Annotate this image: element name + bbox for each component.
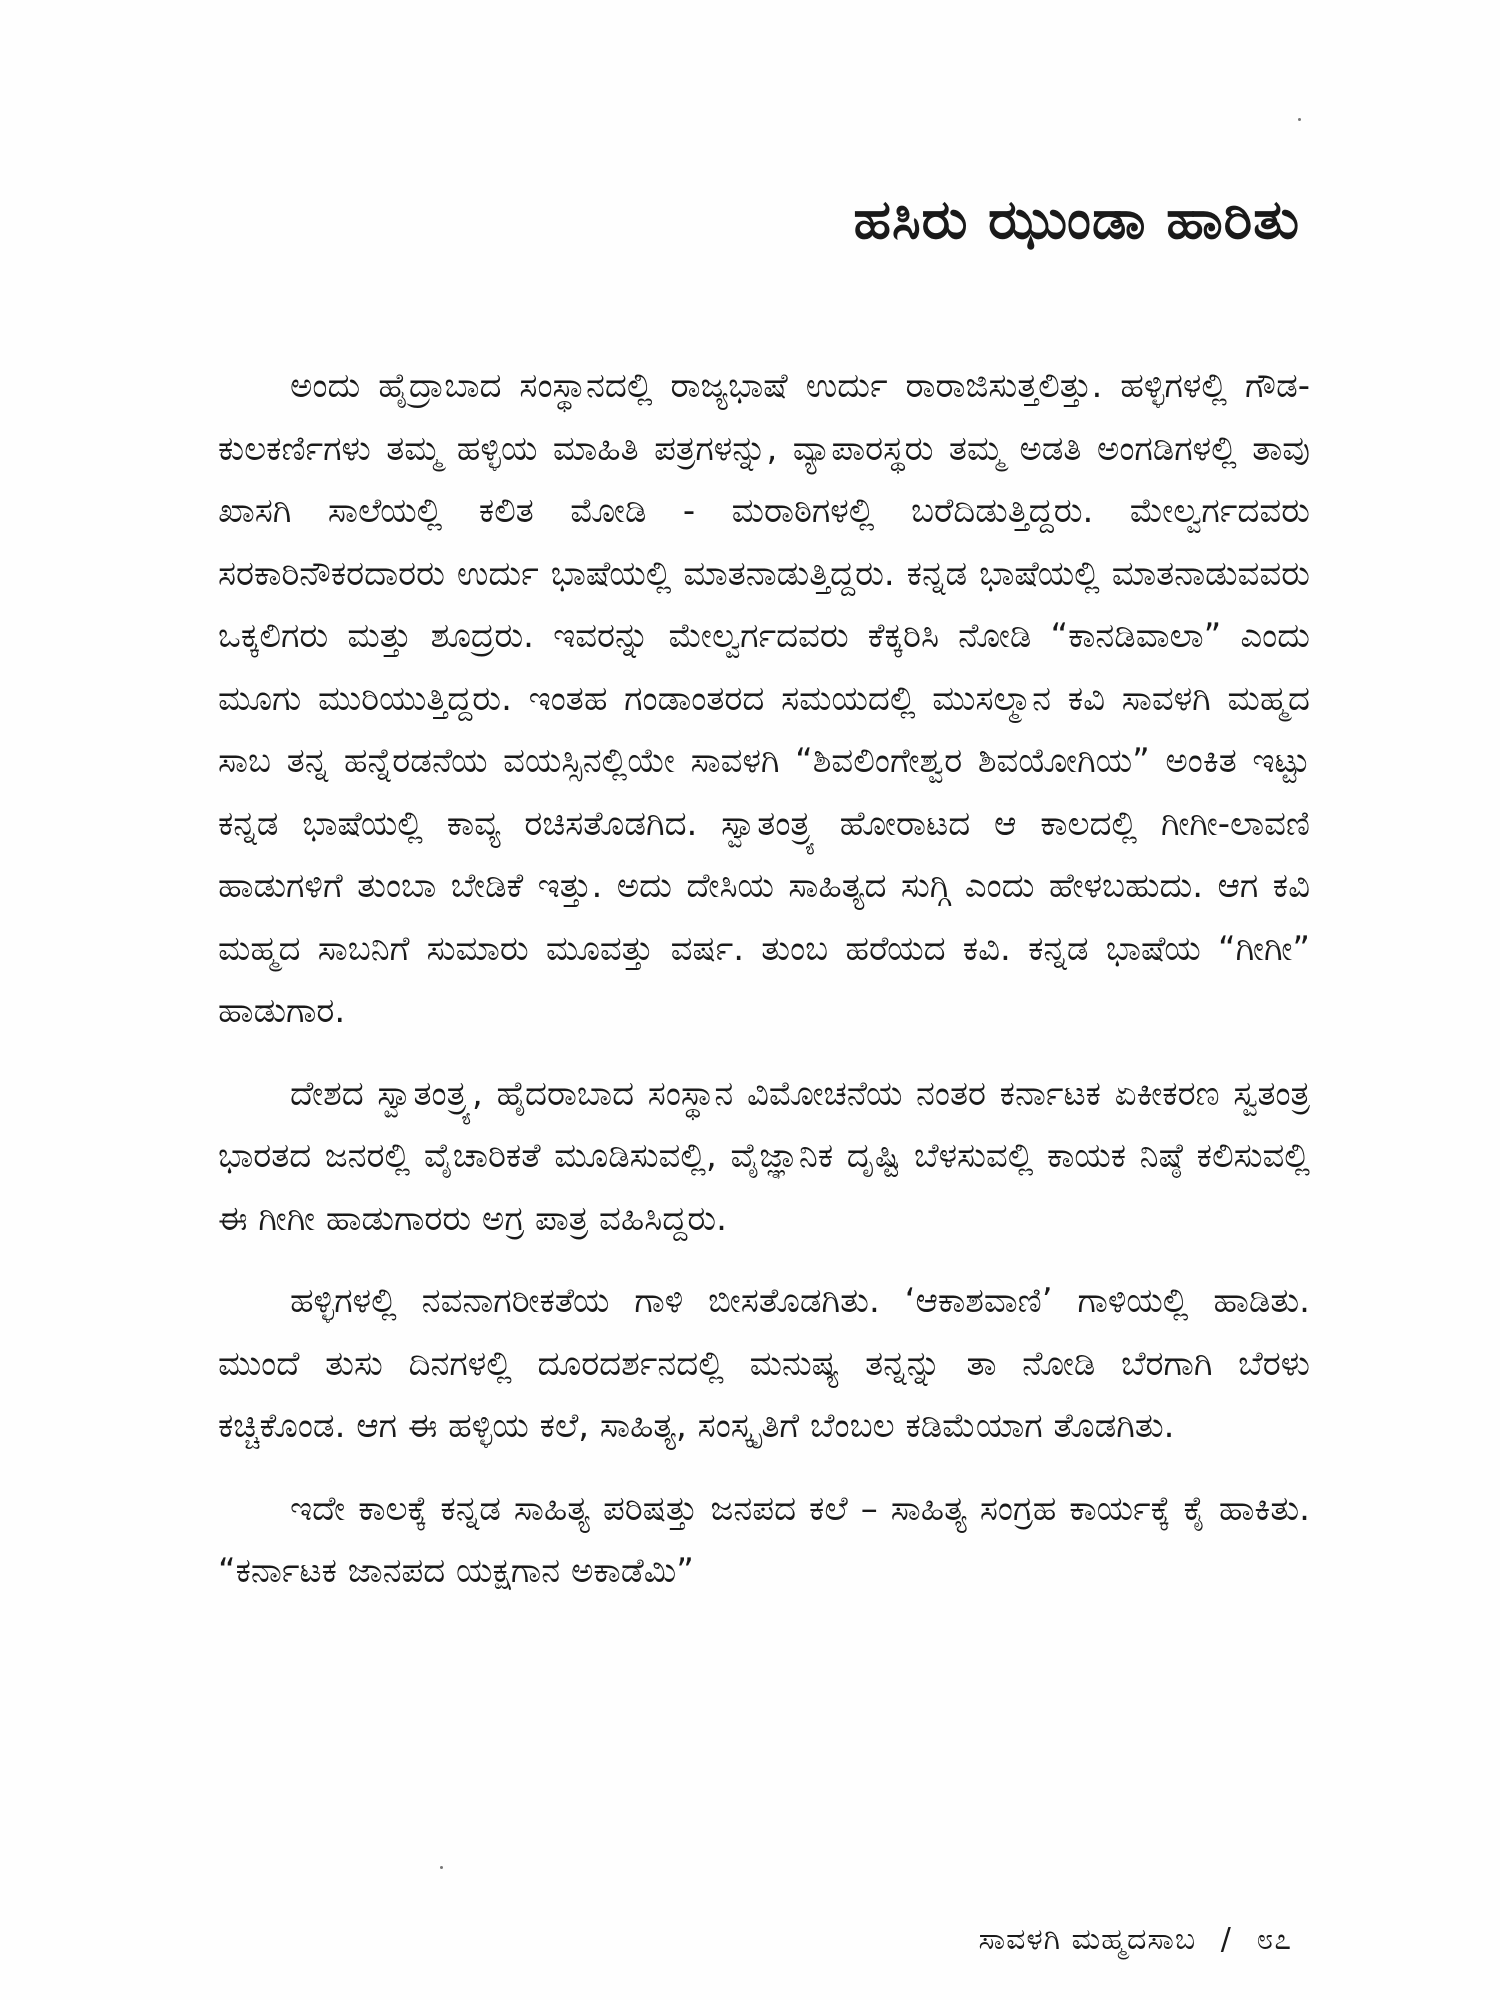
- chapter-title: ಹಸಿರು ಝುಂಡಾ ಹಾರಿತು: [853, 188, 1300, 251]
- paragraph-4: ಇದೇ ಕಾಲಕ್ಕೆ ಕನ್ನಡ ಸಾಹಿತ್ಯ ಪರಿಷತ್ತು ಜನಪದ ಕಲೆ – ಸಾಹಿತ್ಯ ಸಂಗ್ರಹ ಕಾರ್ಯಕ್ಕೆ ಕೈ ಹಾಕಿತು. “ಕರ್ನಾಟಕ ಜಾನಪದ ಯಕ್ಷಗಾನ ಅಕಾಡೆಮಿ”: [218, 1488, 1310, 1591]
- paragraph-1: ಅಂದು ಹೈದ್ರಾಬಾದ ಸಂಸ್ಥಾನದಲ್ಲಿ ರಾಜ್ಯಭಾಷೆ ಉರ್ದು ರಾರಾಜಿಸುತ್ತಲಿತ್ತು. ಹಳ್ಳಿಗಳಲ್ಲಿ ಗೌಡ-ಕುಲಕರ್ಣಿಗಳು ತಮ್ಮ ಹಳ್ಳಿಯ ಮಾಹಿತಿ ಪತ್ರಗಳನ್ನು, ವ್ಯಾಪಾರಸ್ಥರು ತಮ್ಮ ಅಡತಿ ಅಂಗಡಿಗಳಲ್ಲಿ ತಾವು ಖಾಸಗಿ ಸಾಲೆಯಲ್ಲಿ ಕಲಿತ ಮೋಡಿ - ಮರಾಠಿಗಳಲ್ಲಿ ಬರೆದಿಡುತ್ತಿದ್ದರು. ಮೇಲ್ವರ್ಗದವರು ಸರಕಾರಿನೌಕರದಾರರು ಉರ್ದು ಭಾಷೆಯಲ್ಲಿ ಮಾತನಾಡುತ್ತಿದ್ದರು. ಕನ್ನಡ ಭಾಷೆಯಲ್ಲಿ ಮಾತನಾಡುವವರು ಒಕ್ಕಲಿಗರು ಮತ್ತು ಶೂದ್ರರು. ಇವರನ್ನು ಮೇಲ್ವರ್ಗದವರು ಕೆಕ್ಕರಿಸಿ ನೋಡಿ “ಕಾನಡಿವಾಲಾ” ಎಂದು ಮೂಗು ಮುರಿಯುತ್ತಿದ್ದರು. ಇಂತಹ ಗಂಡಾಂತರದ ಸಮಯದಲ್ಲಿ ಮುಸಲ್ಮಾನ ಕವಿ ಸಾವಳಗಿ ಮಹ್ಮದ ಸಾಬ ತನ್ನ ಹನ್ನೆರಡನೆಯ ವಯಸ್ಸಿನಲ್ಲಿಯೇ ಸಾವಳಗಿ “ಶಿವಲಿಂಗೇಶ್ವರ ಶಿವಯೋಗಿಯ” ಅಂಕಿತ ಇಟ್ಟು ಕನ್ನಡ ಭಾಷೆಯಲ್ಲಿ ಕಾವ್ಯ ರಚಿಸತೊಡಗಿದ. ಸ್ವಾತಂತ್ರ್ಯ ಹೋರಾಟದ ಆ ಕಾಲದಲ್ಲಿ ಗೀಗೀ-ಲಾವಣಿ ಹಾಡುಗಳಿಗೆ ತುಂಬಾ ಬೇಡಿಕೆ ಇತ್ತು. ಅದು ದೇಸಿಯ ಸಾಹಿತ್ಯದ ಸುಗ್ಗಿ ಎಂದು ಹೇಳಬಹುದು. ಆಗ ಕವಿ ಮಹ್ಮದ ಸಾಬನಿಗೆ ಸುಮಾರು ಮೂವತ್ತು ವರ್ಷ. ತುಂಬ ಹರೆಯದ ಕವಿ. ಕನ್ನಡ ಭಾಷೆಯ “ಗೀಗೀ” ಹಾಡುಗಾರ.: [218, 366, 1310, 1031]
- paragraph-3: ಹಳ್ಳಿಗಳಲ್ಲಿ ನವನಾಗರೀಕತೆಯ ಗಾಳಿ ಬೀಸತೊಡಗಿತು. ‘ಆಕಾಶವಾಣಿ’ ಗಾಳಿಯಲ್ಲಿ ಹಾಡಿತು. ಮುಂದೆ ತುಸು ದಿನಗಳಲ್ಲಿ ದೂರದರ್ಶನದಲ್ಲಿ ಮನುಷ್ಯ ತನ್ನನ್ನು ತಾ ನೋಡಿ ಬೆರಗಾಗಿ ಬೆರಳು ಕಚ್ಚಿಕೊಂಡ. ಆಗ ಈ ಹಳ್ಳಿಯ ಕಲೆ, ಸಾಹಿತ್ಯ, ಸಂಸ್ಕೃತಿಗೆ ಬೆಂಬಲ ಕಡಿಮೆಯಾಗ ತೊಡಗಿತು.: [218, 1281, 1310, 1446]
- running-title: ಸಾವಳಗಿ ಮಹ್ಮದಸಾಬ: [978, 1922, 1197, 1957]
- paragraph-2: ದೇಶದ ಸ್ವಾತಂತ್ರ್ಯ, ಹೈದರಾಬಾದ ಸಂಸ್ಥಾನ ವಿಮೋಚನೆಯ ನಂತರ ಕರ್ನಾಟಕ ಏಕೀಕರಣ ಸ್ವತಂತ್ರ ಭಾರತದ ಜನರಲ್ಲಿ ವೈಚಾರಿಕತೆ ಮೂಡಿಸುವಲ್ಲಿ, ವೈಜ್ಞಾನಿಕ ದೃಷ್ಟಿ ಬೆಳಸುವಲ್ಲಿ ಕಾಯಕ ನಿಷ್ಠೆ ಕಲಿಸುವಲ್ಲಿ ಈ ಗೀಗೀ ಹಾಡುಗಾರರು ಅಗ್ರ ಪಾತ್ರ ವಹಿಸಿದ್ದರು.: [218, 1073, 1310, 1239]
- scan-speck: [1298, 118, 1301, 121]
- chapter-body: [218, 355, 1310, 1603]
- scan-speck: [440, 1866, 443, 1869]
- page-number: ೮೭: [1256, 1922, 1292, 1957]
- footer-separator: /: [1220, 1922, 1232, 1957]
- page-footer: [979, 1922, 1292, 1957]
